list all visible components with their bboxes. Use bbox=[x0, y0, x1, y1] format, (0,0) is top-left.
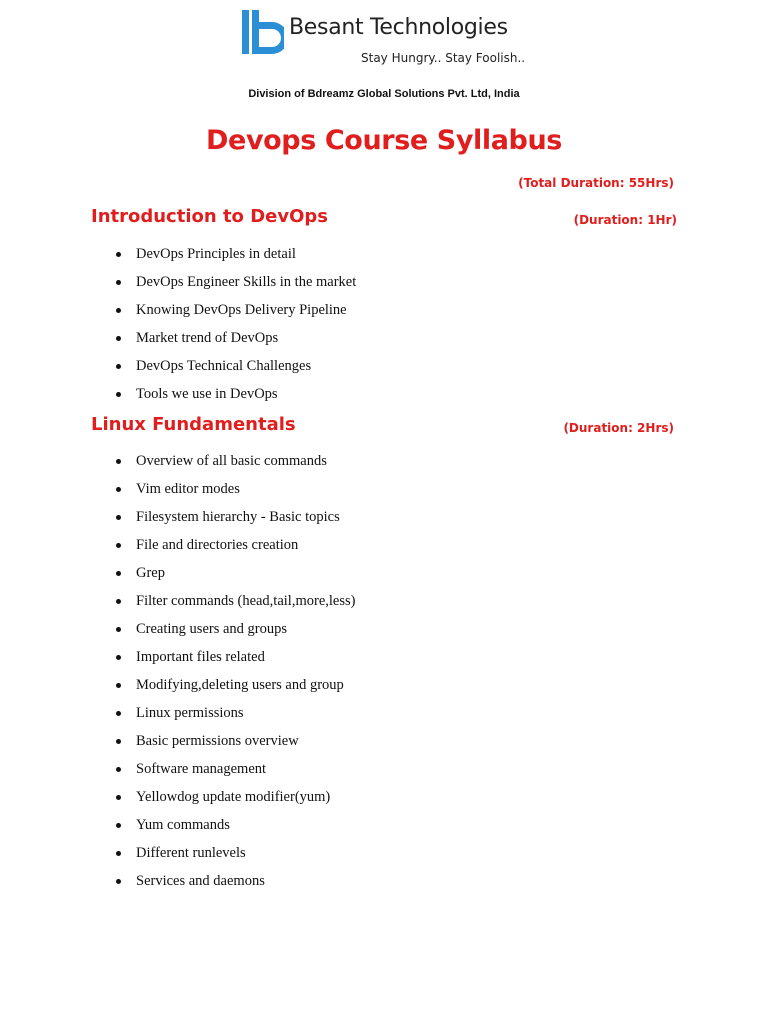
list-item: Basic permissions overview bbox=[110, 732, 355, 760]
list-item: Modifying,deleting users and group bbox=[110, 676, 355, 704]
list-item: Linux permissions bbox=[110, 704, 355, 732]
section-duration-introduction: (Duration: 1Hr) bbox=[573, 213, 677, 227]
list-item: Vim editor modes bbox=[110, 480, 355, 508]
besant-logo-icon bbox=[242, 10, 284, 54]
list-item: Grep bbox=[110, 564, 355, 592]
page-title: Devops Course Syllabus bbox=[206, 125, 562, 156]
topic-list-introduction bbox=[110, 245, 356, 413]
list-item: Tools we use in DevOps bbox=[110, 385, 356, 413]
list-item: Overview of all basic commands bbox=[110, 452, 355, 480]
total-duration: (Total Duration: 55Hrs) bbox=[518, 176, 674, 190]
list-item: DevOps Technical Challenges bbox=[110, 357, 356, 385]
brand-name: Besant Technologies bbox=[289, 15, 508, 40]
division-note: Division of Bdreamz Global Solutions Pvt. Ltd, India bbox=[248, 88, 520, 100]
section-duration-linux: (Duration: 2Hrs) bbox=[563, 421, 674, 435]
list-item: Yellowdog update modifier(yum) bbox=[110, 788, 355, 816]
list-item: Software management bbox=[110, 760, 355, 788]
section-title-linux: Linux Fundamentals bbox=[91, 414, 296, 435]
list-item: Creating users and groups bbox=[110, 620, 355, 648]
list-item: DevOps Engineer Skills in the market bbox=[110, 273, 356, 301]
section-title-introduction: Introduction to DevOps bbox=[91, 206, 328, 227]
list-item: Filesystem hierarchy - Basic topics bbox=[110, 508, 355, 536]
brand-tagline: Stay Hungry.. Stay Foolish.. bbox=[361, 51, 526, 65]
list-item: DevOps Principles in detail bbox=[110, 245, 356, 273]
list-item: Different runlevels bbox=[110, 844, 355, 872]
list-item: Important files related bbox=[110, 648, 355, 676]
list-item: Services and daemons bbox=[110, 872, 355, 900]
list-item: Market trend of DevOps bbox=[110, 329, 356, 357]
list-item: Filter commands (head,tail,more,less) bbox=[110, 592, 355, 620]
company-logo bbox=[242, 10, 542, 70]
list-item: Knowing DevOps Delivery Pipeline bbox=[110, 301, 356, 329]
list-item: File and directories creation bbox=[110, 536, 355, 564]
topic-list-linux bbox=[110, 452, 355, 900]
list-item: Yum commands bbox=[110, 816, 355, 844]
